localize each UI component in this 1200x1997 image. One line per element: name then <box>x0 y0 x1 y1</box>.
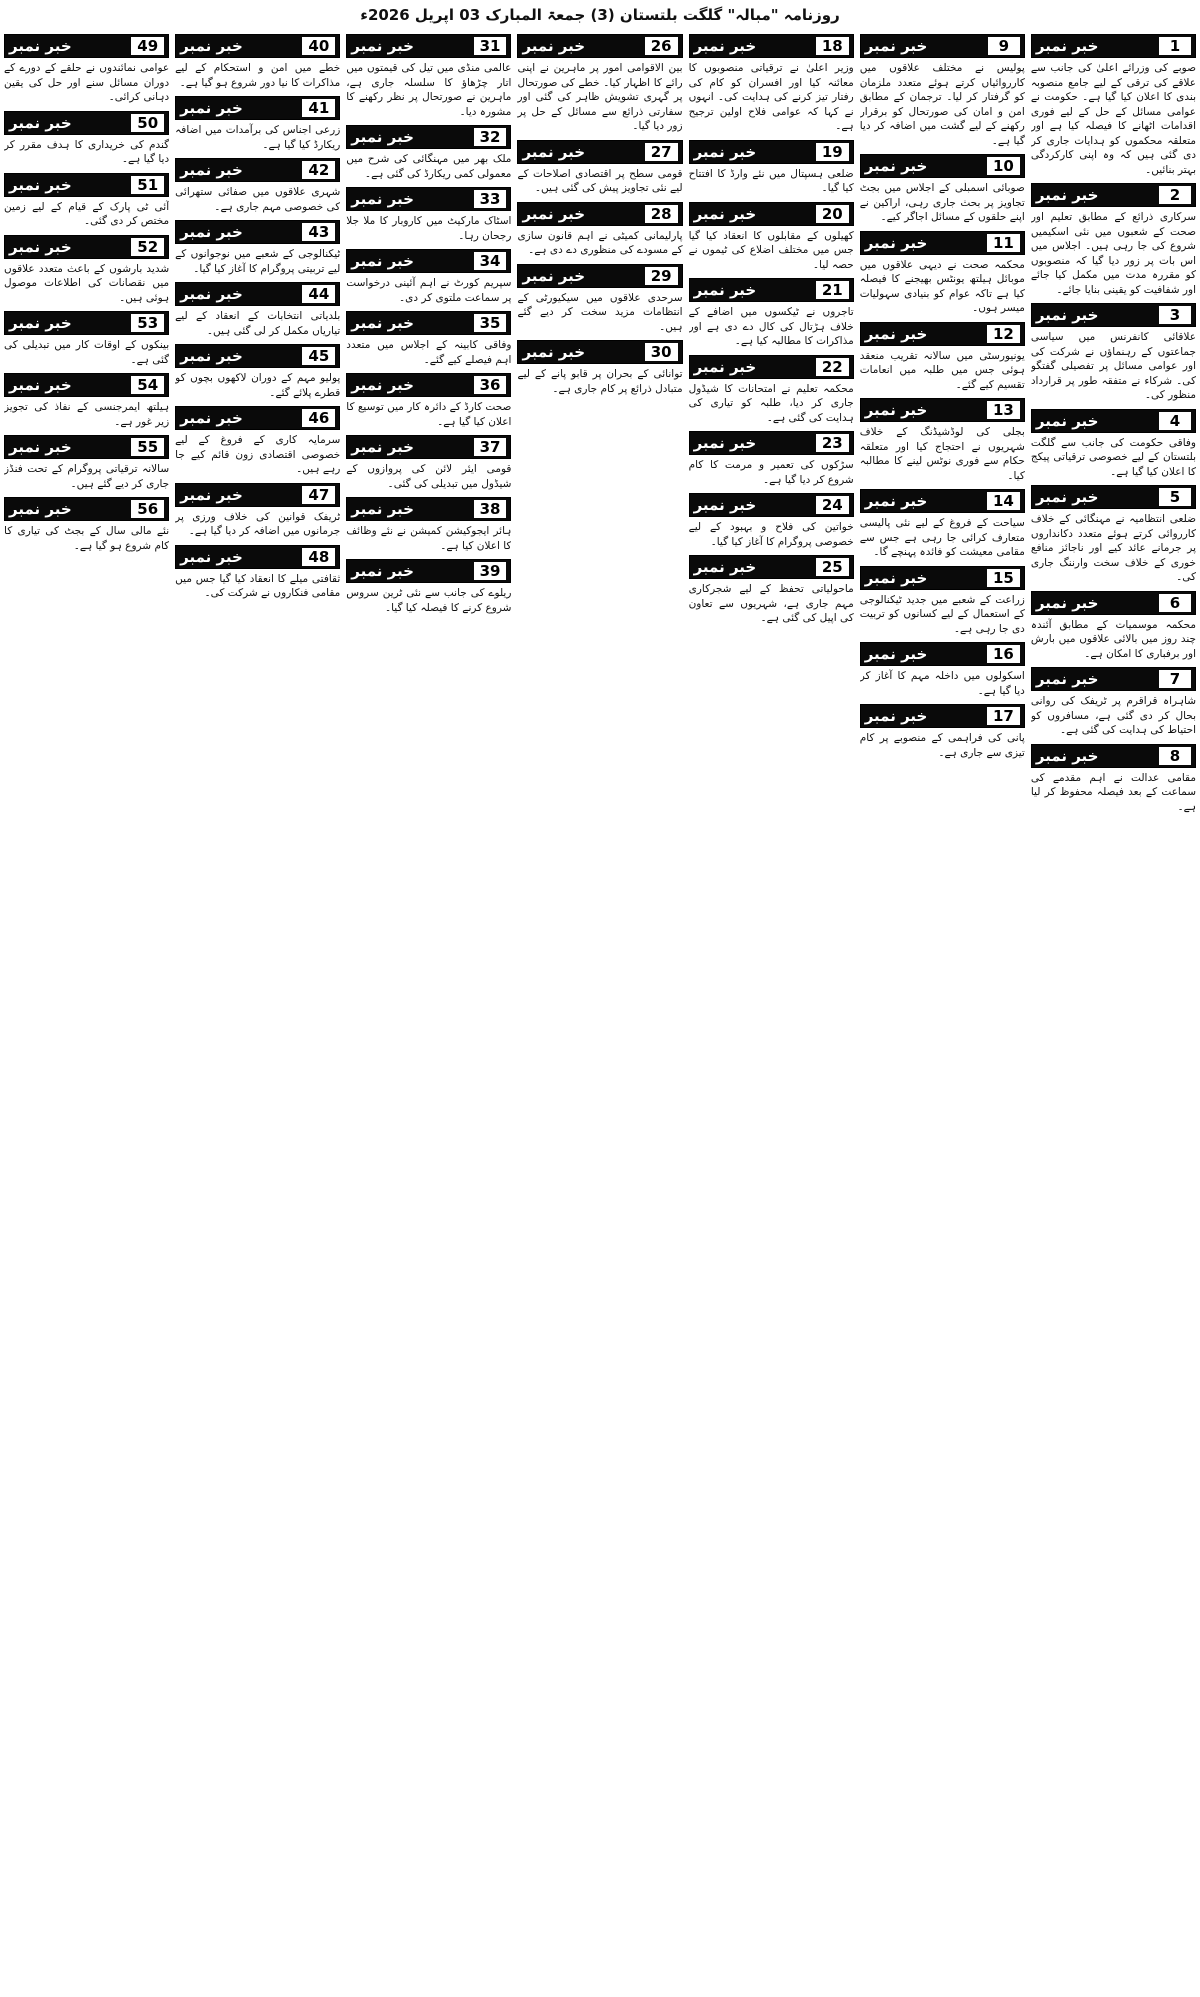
news-item <box>175 545 340 601</box>
news-item <box>860 154 1025 225</box>
news-item-header <box>175 545 340 569</box>
news-item-header <box>175 34 340 58</box>
news-item <box>689 555 854 626</box>
news-item-number: 6 <box>1159 594 1191 612</box>
news-item-text: شاہراہ قراقرم پر ٹریفک کی روانی بحال کر دی گئی ہے، مسافروں کو احتیاط کی ہدایت کی گئی ہے۔ <box>1030 695 1196 736</box>
news-item-label: خبر نمبر <box>351 562 414 580</box>
news-item-text: گندم کی خریداری کا ہدف مقرر کر دیا گیا ہے۔ <box>4 138 170 165</box>
news-item-header <box>1031 667 1196 691</box>
news-item-header <box>175 483 340 507</box>
masthead-title: روزنامہ "مبالہ" گلگت بلتستان (3) جمعۃ المبارک 03 اپریل 2026ء <box>360 6 840 24</box>
news-item-header <box>689 355 854 379</box>
news-item-number: 17 <box>987 707 1020 725</box>
news-column <box>1031 32 1196 1992</box>
news-item-number: 55 <box>131 438 164 456</box>
news-item <box>1031 591 1196 662</box>
news-item-header <box>860 566 1025 590</box>
news-item-header <box>346 187 511 211</box>
news-item-text: یونیورسٹی میں سالانہ تقریب منعقد ہوئی جس میں طلبہ میں انعامات تقسیم کیے گئے۔ <box>859 349 1025 391</box>
news-item-number: 40 <box>302 37 335 55</box>
news-item <box>860 322 1025 393</box>
news-item-header <box>4 235 169 259</box>
news-item-text: محکمہ موسمیات کے مطابق آئندہ چند روز میں بالائی علاقوں میں بارش اور برفباری کا امکان ہے۔ <box>1030 618 1196 660</box>
news-item-number: 38 <box>474 500 507 518</box>
news-item-header <box>346 125 511 149</box>
news-item-label: خبر نمبر <box>9 37 72 55</box>
news-item-number: 11 <box>987 234 1020 252</box>
news-item-label: خبر نمبر <box>864 324 928 343</box>
news-item-number: 26 <box>645 37 678 55</box>
news-item-header <box>689 202 854 226</box>
news-item-header <box>860 154 1025 178</box>
news-item-label: خبر نمبر <box>864 707 928 725</box>
news-item-text: ماحولیاتی تحفظ کے لیے شجرکاری مہم جاری ہے، شہریوں سے تعاون کی اپیل کی گئی ہے۔ <box>688 583 854 624</box>
news-item-number: 7 <box>1159 670 1191 688</box>
news-item-label: خبر نمبر <box>9 500 72 518</box>
news-item-number: 48 <box>302 548 335 566</box>
news-item-header <box>517 340 682 364</box>
news-item-text: ٹریفک قوانین کی خلاف ورزی پر جرمانوں میں اضافہ کر دیا گیا ہے۔ <box>175 510 341 537</box>
news-item-text: پولیو مہم کے دوران لاکھوں بچوں کو قطرے پلائے گئے۔ <box>175 372 341 399</box>
news-item <box>346 125 511 181</box>
news-item-number: 56 <box>131 500 164 518</box>
news-item <box>4 34 169 105</box>
news-item-label: خبر نمبر <box>1035 411 1099 430</box>
news-item-text: توانائی کے بحران پر قابو پانے کے لیے متبادل ذرائع پر کام جاری ہے۔ <box>517 368 683 395</box>
news-item-header <box>175 96 340 120</box>
news-item-number: 8 <box>1159 747 1191 765</box>
news-item-header <box>346 34 511 58</box>
news-item-header <box>689 555 854 579</box>
news-item <box>346 187 511 243</box>
news-item-label: خبر نمبر <box>9 376 72 394</box>
news-item <box>346 435 511 491</box>
news-item-header <box>346 249 511 273</box>
news-item-number: 31 <box>474 37 507 55</box>
news-item-text: تاجروں نے ٹیکسوں میں اضافے کے خلاف ہڑتال کی کال دے دی ہے اور مذاکرات کا مطالبہ کیا ہے۔ <box>688 306 854 347</box>
news-item-label: خبر نمبر <box>693 558 757 576</box>
news-item-label: خبر نمبر <box>1035 746 1099 765</box>
news-item-label: خبر نمبر <box>522 266 586 285</box>
news-item <box>689 493 854 549</box>
news-item-text: پانی کی فراہمی کے منصوبے پر کام تیزی سے جاری ہے۔ <box>859 732 1025 759</box>
news-item-label: خبر نمبر <box>180 285 243 303</box>
news-item-label: خبر نمبر <box>351 438 414 456</box>
news-item-number: 33 <box>474 190 507 208</box>
news-item <box>1031 409 1196 480</box>
news-item-label: خبر نمبر <box>351 190 414 208</box>
news-column <box>860 32 1025 1992</box>
news-item <box>4 235 169 306</box>
news-item-label: خبر نمبر <box>864 492 928 510</box>
news-item-header <box>346 435 511 459</box>
news-item-text: سرمایہ کاری کے فروغ کے لیے خصوصی اقتصادی زون قائم کیے جا رہے ہیں۔ <box>175 434 341 475</box>
news-item-number: 36 <box>474 376 507 394</box>
news-item <box>517 340 682 396</box>
news-item-label: خبر نمبر <box>1035 488 1099 506</box>
news-column <box>346 32 511 1992</box>
news-item-header <box>1031 303 1196 327</box>
news-item <box>517 140 682 196</box>
news-item-header <box>860 398 1025 422</box>
news-item-label: خبر نمبر <box>351 314 414 332</box>
news-item-text: خواتین کی فلاح و بہبود کے لیے خصوصی پروگرام کا آغاز کیا گیا۔ <box>688 521 854 548</box>
news-item-header <box>517 140 682 164</box>
news-item-label: خبر نمبر <box>351 500 414 518</box>
news-item <box>1031 667 1196 738</box>
news-item-number: 44 <box>302 285 335 303</box>
news-item-label: خبر نمبر <box>1035 593 1099 612</box>
news-item-text: قومی سطح پر اقتصادی اصلاحات کے لیے نئی تجاویز پیش کی گئی ہیں۔ <box>517 167 683 194</box>
news-item-header <box>1031 409 1196 433</box>
news-item-number: 13 <box>987 401 1020 419</box>
news-item-header <box>689 278 854 302</box>
news-item-label: خبر نمبر <box>693 142 757 161</box>
news-item-header <box>346 311 511 335</box>
news-item-number: 52 <box>131 238 164 256</box>
news-item-number: 21 <box>816 281 849 299</box>
news-item <box>1031 744 1196 815</box>
news-item-label: خبر نمبر <box>522 37 586 55</box>
news-item-number: 32 <box>474 128 507 146</box>
news-item <box>4 497 169 553</box>
news-item <box>175 158 340 214</box>
columns-container <box>4 32 1196 1992</box>
news-item <box>689 202 854 273</box>
news-item-label: خبر نمبر <box>864 401 928 419</box>
news-item <box>860 398 1025 483</box>
news-item-text: پولیس نے مختلف علاقوں میں کارروائیاں کرتے ہوئے متعدد ملزمان کو گرفتار کر لیا۔ ترجمان کے مطابق امن و امان کی صورتحال کو برقرار رکھنے کے لیے گشت میں اضافہ کر دیا گیا ہے۔ <box>859 62 1025 147</box>
news-item <box>689 355 854 426</box>
news-item <box>860 231 1025 316</box>
news-item-label: خبر نمبر <box>180 547 243 566</box>
news-item-text: ہیلتھ ایمرجنسی کے نفاذ کی تجویز زیر غور ہے۔ <box>4 401 170 428</box>
news-item-label: خبر نمبر <box>180 99 243 117</box>
news-item <box>689 431 854 487</box>
news-item-label: خبر نمبر <box>522 343 586 361</box>
news-item-text: خطے میں امن و استحکام کے لیے مذاکرات کا نیا دور شروع ہو گیا ہے۔ <box>175 62 341 89</box>
news-item-text: محکمہ صحت نے دیہی علاقوں میں موبائل ہیلتھ یونٹس بھیجنے کا فیصلہ کیا ہے تاکہ عوام کو بنیادی سہولیات میسر ہوں۔ <box>859 258 1025 314</box>
news-item-text: اسٹاک مارکیٹ میں کاروبار کا ملا جلا رجحان رہا۔ <box>346 215 512 242</box>
news-item-header <box>4 111 169 135</box>
news-item <box>689 278 854 349</box>
news-item-text: کھیلوں کے مقابلوں کا انعقاد کیا گیا جس میں مختلف اضلاع کی ٹیموں نے حصہ لیا۔ <box>688 229 854 271</box>
news-item-label: خبر نمبر <box>180 347 243 365</box>
news-item-text: صوبائی اسمبلی کے اجلاس میں بجٹ تجاویز پر بحث جاری رہی، اراکین نے اپنے حلقوں کے مسائل اجاگر کیے۔ <box>859 182 1025 223</box>
news-item-number: 53 <box>131 314 164 332</box>
news-item-label: خبر نمبر <box>693 496 757 514</box>
news-item-number: 30 <box>645 343 678 361</box>
news-item-number: 3 <box>1159 306 1191 324</box>
news-item <box>346 311 511 367</box>
news-item-number: 49 <box>131 37 164 55</box>
news-item-number: 1 <box>1159 37 1191 55</box>
news-item-number: 28 <box>645 205 678 223</box>
news-item-header <box>689 431 854 455</box>
news-item-label: خبر نمبر <box>864 233 928 252</box>
news-item <box>4 111 169 167</box>
news-item-text: قومی ایئر لائن کی پروازوں کے شیڈول میں تبدیلی کی گئی۔ <box>346 463 512 490</box>
news-item <box>346 373 511 429</box>
news-item-number: 27 <box>645 143 678 161</box>
news-item-header <box>4 311 169 335</box>
news-item-label: خبر نمبر <box>180 37 243 55</box>
news-item-text: مقامی عدالت نے اہم مقدمے کی سماعت کے بعد فیصلہ محفوظ کر لیا ہے۔ <box>1030 771 1196 813</box>
news-item-text: محکمہ تعلیم نے امتحانات کا شیڈول جاری کر دیا، طلبہ کو تیاری کی ہدایت کی گئی ہے۔ <box>688 382 854 424</box>
news-item-header <box>1031 34 1196 58</box>
news-item <box>4 311 169 367</box>
news-item-number: 18 <box>816 37 849 55</box>
news-item-text: زراعت کے شعبے میں جدید ٹیکنالوجی کے استعمال کے لیے کسانوں کو تربیت دی جا رہی ہے۔ <box>859 593 1025 635</box>
masthead <box>0 0 1200 30</box>
news-item-text: سرحدی علاقوں میں سیکیورٹی کے انتظامات مزید سخت کر دیے گئے ہیں۔ <box>517 291 683 333</box>
news-item-text: بینکوں کے اوقات کار میں تبدیلی کی گئی ہے۔ <box>4 339 170 366</box>
news-item-header <box>175 344 340 368</box>
news-item-label: خبر نمبر <box>1035 37 1099 55</box>
news-item-header <box>346 559 511 583</box>
news-item-text: شہری علاقوں میں صفائی ستھرائی کی خصوصی مہم جاری ہے۔ <box>175 186 341 213</box>
news-item <box>175 96 340 152</box>
news-column <box>689 32 854 1992</box>
news-item-label: خبر نمبر <box>864 157 928 175</box>
news-item-header <box>517 34 682 58</box>
news-item-text: علاقائی کانفرنس میں سیاسی جماعتوں کے رہنماؤں نے شرکت کی اور عوامی مسائل پر تفصیلی گفتگو کی۔ شرکاء نے متفقہ طور پر قرارداد منظور کی۔ <box>1030 331 1196 401</box>
news-item-label: خبر نمبر <box>693 204 757 223</box>
news-item-header <box>860 704 1025 728</box>
news-item <box>4 173 169 229</box>
news-item-label: خبر نمبر <box>9 314 72 332</box>
news-item-label: خبر نمبر <box>9 438 72 456</box>
news-item <box>517 264 682 335</box>
news-item <box>517 202 682 258</box>
news-item-text: سرکاری ذرائع کے مطابق تعلیم اور صحت کے شعبوں میں نئی اسکیمیں شروع کی جا رہی ہیں۔ اجلاس میں اس بات پر زور دیا گیا کہ منصوبوں کو مقررہ مدت میں مکمل کیا جائے اور شفافیت کو یقینی بنایا جائے۔ <box>1030 211 1196 296</box>
news-item-text: ضلعی ہسپتال میں نئے وارڈ کا افتتاح کیا گیا۔ <box>688 167 854 194</box>
news-item <box>346 249 511 305</box>
news-item-label: خبر نمبر <box>180 161 243 179</box>
news-item-header <box>689 34 854 58</box>
news-item-text: وفاقی کابینہ کے اجلاس میں متعدد اہم فیصلے کیے گئے۔ <box>346 339 512 366</box>
news-item-number: 10 <box>987 157 1020 175</box>
news-item-header <box>4 373 169 397</box>
news-item-label: خبر نمبر <box>180 485 243 504</box>
news-item-number: 37 <box>474 438 507 456</box>
news-item-header <box>860 489 1025 513</box>
news-item-text: بین الاقوامی امور پر ماہرین نے اپنی رائے کا اظہار کیا۔ خطے کی صورتحال پر گہری تشویش ظاہر کی گئی اور سفارتی ذرائع سے مسائل کے حل پر زور دیا گیا۔ <box>517 62 683 132</box>
news-item-number: 4 <box>1159 412 1191 430</box>
news-column <box>517 32 682 1992</box>
news-item-header <box>4 435 169 459</box>
news-item-text: پارلیمانی کمیٹی نے اہم قانون سازی کے مسودے کی منظوری دے دی ہے۔ <box>517 229 683 256</box>
news-item-label: خبر نمبر <box>1035 306 1099 324</box>
news-item-text: سالانہ ترقیاتی پروگرام کے تحت فنڈز جاری کر دیے گئے ہیں۔ <box>4 463 170 490</box>
news-item-text: ہائر ایجوکیشن کمیشن نے نئے وظائف کا اعلان کیا ہے۔ <box>346 525 512 552</box>
news-item-text: زرعی اجناس کی برآمدات میں اضافہ ریکارڈ کیا گیا ہے۔ <box>175 124 341 151</box>
news-item <box>4 435 169 491</box>
news-item <box>860 566 1025 637</box>
news-item-number: 45 <box>302 347 335 365</box>
news-item-header <box>175 158 340 182</box>
news-item-number: 16 <box>987 645 1020 663</box>
news-item <box>346 497 511 553</box>
news-item-number: 2 <box>1159 186 1191 204</box>
news-item-number: 22 <box>816 358 849 376</box>
news-item <box>175 406 340 477</box>
news-item <box>860 34 1025 148</box>
news-item <box>1031 34 1196 177</box>
news-item-text: سیاحت کے فروغ کے لیے نئی پالیسی متعارف کرائی جا رہی ہے جس سے مقامی معیشت کو فائدہ پہنچے گا۔ <box>859 517 1025 558</box>
news-item-header <box>860 34 1025 58</box>
news-item-header <box>175 406 340 430</box>
news-item-label: خبر نمبر <box>693 281 757 299</box>
news-item-header <box>4 497 169 521</box>
news-item-text: ٹیکنالوجی کے شعبے میں نوجوانوں کے لیے تربیتی پروگرام کا آغاز کیا گیا۔ <box>175 248 341 275</box>
news-item-label: خبر نمبر <box>864 568 928 587</box>
news-item-header <box>346 373 511 397</box>
news-item-text: ثقافتی میلے کا انعقاد کیا گیا جس میں مقامی فنکاروں نے شرکت کی۔ <box>175 572 341 599</box>
news-item-label: خبر نمبر <box>864 37 928 55</box>
news-item <box>517 34 682 134</box>
news-item-label: خبر نمبر <box>180 409 243 427</box>
news-item-number: 54 <box>131 376 164 394</box>
news-item-label: خبر نمبر <box>522 142 586 161</box>
news-item-number: 14 <box>987 492 1020 510</box>
news-item-text: ملک بھر میں مہنگائی کی شرح میں معمولی کمی ریکارڈ کی گئی ہے۔ <box>346 153 512 180</box>
news-item <box>860 489 1025 560</box>
news-item-label: خبر نمبر <box>9 237 72 256</box>
news-item <box>175 483 340 539</box>
news-item-label: خبر نمبر <box>180 223 243 241</box>
news-item-label: خبر نمبر <box>351 128 414 146</box>
news-item-header <box>517 202 682 226</box>
news-item-text: وزیر اعلیٰ نے ترقیاتی منصوبوں کا معائنہ کیا اور افسران کو کام کی رفتار تیز کرنے کی ہدایت کی۔ انہوں نے کہا کہ عوامی فلاح اولین ترجیح ہے۔ <box>688 62 854 132</box>
news-item-text: صوبے کی وزرائے اعلیٰ کی جانب سے علاقے کی ترقی کے لیے جامع منصوبہ بندی کا اعلان کیا گیا ہے۔ حکومت نے عوامی مسائل کے حل کے لیے فوری اقدامات اٹھانے کا فیصلہ کیا ہے اور متعلقہ محکموں کو ہدایات جاری کر دی گئی ہیں کہ وہ اپنی کارکردگی بہتر بنائیں۔ <box>1030 62 1196 176</box>
news-item-number: 25 <box>816 558 849 576</box>
news-item-header <box>860 322 1025 346</box>
news-item-number: 5 <box>1159 488 1191 506</box>
news-item <box>860 642 1025 698</box>
news-item-label: خبر نمبر <box>864 645 928 663</box>
news-item <box>346 559 511 615</box>
news-item-label: خبر نمبر <box>1035 186 1099 204</box>
news-item-text: وفاقی حکومت کی جانب سے گلگت بلتستان کے لیے خصوصی ترقیاتی پیکج کا اعلان کیا گیا ہے۔ <box>1030 436 1196 478</box>
news-item <box>1031 183 1196 297</box>
news-item-number: 23 <box>816 434 849 452</box>
news-item-number: 15 <box>987 569 1020 587</box>
news-item-text: آئی ٹی پارک کے قیام کے لیے زمین مختص کر دی گئی۔ <box>4 200 170 227</box>
news-item-number: 39 <box>474 562 507 580</box>
news-item-header <box>4 34 169 58</box>
news-item-number: 12 <box>987 325 1020 343</box>
news-item-header <box>1031 591 1196 615</box>
news-item <box>175 34 340 90</box>
news-item-text: ریلوے کی جانب سے نئی ٹرین سروس شروع کرنے کا فیصلہ کیا گیا۔ <box>346 587 512 614</box>
news-item <box>1031 485 1196 585</box>
news-item-header <box>1031 485 1196 509</box>
news-item-header <box>1031 183 1196 207</box>
news-item-text: نئے مالی سال کے بجٹ کی تیاری کا کام شروع ہو گیا ہے۔ <box>4 525 170 552</box>
news-item-number: 46 <box>302 409 335 427</box>
news-item-label: خبر نمبر <box>693 434 757 452</box>
news-item-header <box>346 497 511 521</box>
news-item <box>860 704 1025 760</box>
news-item-header <box>4 173 169 197</box>
news-item-text: ضلعی انتظامیہ نے مہنگائی کے خلاف کارروائی کرتے ہوئے متعدد دکانداروں پر جرمانے عائد کیے اور ناجائز منافع خوری کے خلاف سخت وارننگ جاری کی۔ <box>1030 513 1196 583</box>
news-item-number: 24 <box>816 496 849 514</box>
news-item-label: خبر نمبر <box>693 357 757 376</box>
news-item-label: خبر نمبر <box>351 252 414 270</box>
news-item-text: صحت کارڈ کے دائرہ کار میں توسیع کا اعلان کیا گیا ہے۔ <box>346 401 512 428</box>
news-item-number: 29 <box>645 267 678 285</box>
news-item-number: 41 <box>302 99 335 117</box>
news-column <box>4 32 169 1992</box>
news-column <box>175 32 340 1992</box>
news-item-number: 47 <box>302 486 335 504</box>
news-item-header <box>689 493 854 517</box>
news-item <box>175 220 340 276</box>
news-item-label: خبر نمبر <box>1035 670 1099 688</box>
news-item-number: 50 <box>131 114 164 132</box>
news-item-text: سڑکوں کی تعمیر و مرمت کا کام شروع کر دیا گیا ہے۔ <box>688 459 854 486</box>
news-item-text: شدید بارشوں کے باعث متعدد علاقوں میں نقصانات کی اطلاعات موصول ہوئی ہیں۔ <box>4 262 170 304</box>
news-item-header <box>860 231 1025 255</box>
news-item <box>689 140 854 196</box>
news-item <box>1031 303 1196 403</box>
news-item-label: خبر نمبر <box>351 376 414 394</box>
news-item-text: عوامی نمائندوں نے حلقے کے دورے کے دوران مسائل سنے اور حل کی یقین دہانی کرائی۔ <box>4 62 170 103</box>
news-item-header <box>689 140 854 164</box>
news-item <box>175 282 340 338</box>
news-item <box>346 34 511 119</box>
news-item <box>4 373 169 429</box>
news-item-label: خبر نمبر <box>351 37 414 55</box>
news-item-number: 42 <box>302 161 335 179</box>
news-item-header <box>175 220 340 244</box>
news-item-number: 35 <box>474 314 507 332</box>
news-item-label: خبر نمبر <box>9 113 72 132</box>
news-item-header <box>1031 744 1196 768</box>
news-item-label: خبر نمبر <box>9 175 72 194</box>
news-item <box>689 34 854 134</box>
news-item-number: 19 <box>816 143 849 161</box>
news-item-number: 20 <box>816 205 849 223</box>
news-item-label: خبر نمبر <box>522 204 586 223</box>
news-item <box>175 344 340 400</box>
news-item-text: سپریم کورٹ نے اہم آئینی درخواست پر سماعت ملتوی کر دی۔ <box>346 277 512 304</box>
news-item-number: 51 <box>131 176 164 194</box>
news-item-number: 9 <box>988 37 1020 55</box>
news-item-header <box>517 264 682 288</box>
news-item-label: خبر نمبر <box>693 37 757 55</box>
news-item-text: بجلی کی لوڈشیڈنگ کے خلاف شہریوں نے احتجاج کیا اور متعلقہ حکام سے فوری نوٹس لینے کا مطالبہ کیا۔ <box>859 426 1025 482</box>
news-item-text: بلدیاتی انتخابات کے انعقاد کے لیے تیاریاں مکمل کر لی گئی ہیں۔ <box>175 310 341 337</box>
news-item-number: 34 <box>474 252 507 270</box>
news-item-header <box>175 282 340 306</box>
news-item-text: عالمی منڈی میں تیل کی قیمتوں میں اتار چڑھاؤ کا سلسلہ جاری ہے، ماہرین نے صورتحال پر نظر رکھنے کا مشورہ دیا۔ <box>346 62 512 118</box>
news-item-header <box>860 642 1025 666</box>
news-item-text: اسکولوں میں داخلہ مہم کا آغاز کر دیا گیا ہے۔ <box>859 670 1025 697</box>
news-item-number: 43 <box>302 223 335 241</box>
